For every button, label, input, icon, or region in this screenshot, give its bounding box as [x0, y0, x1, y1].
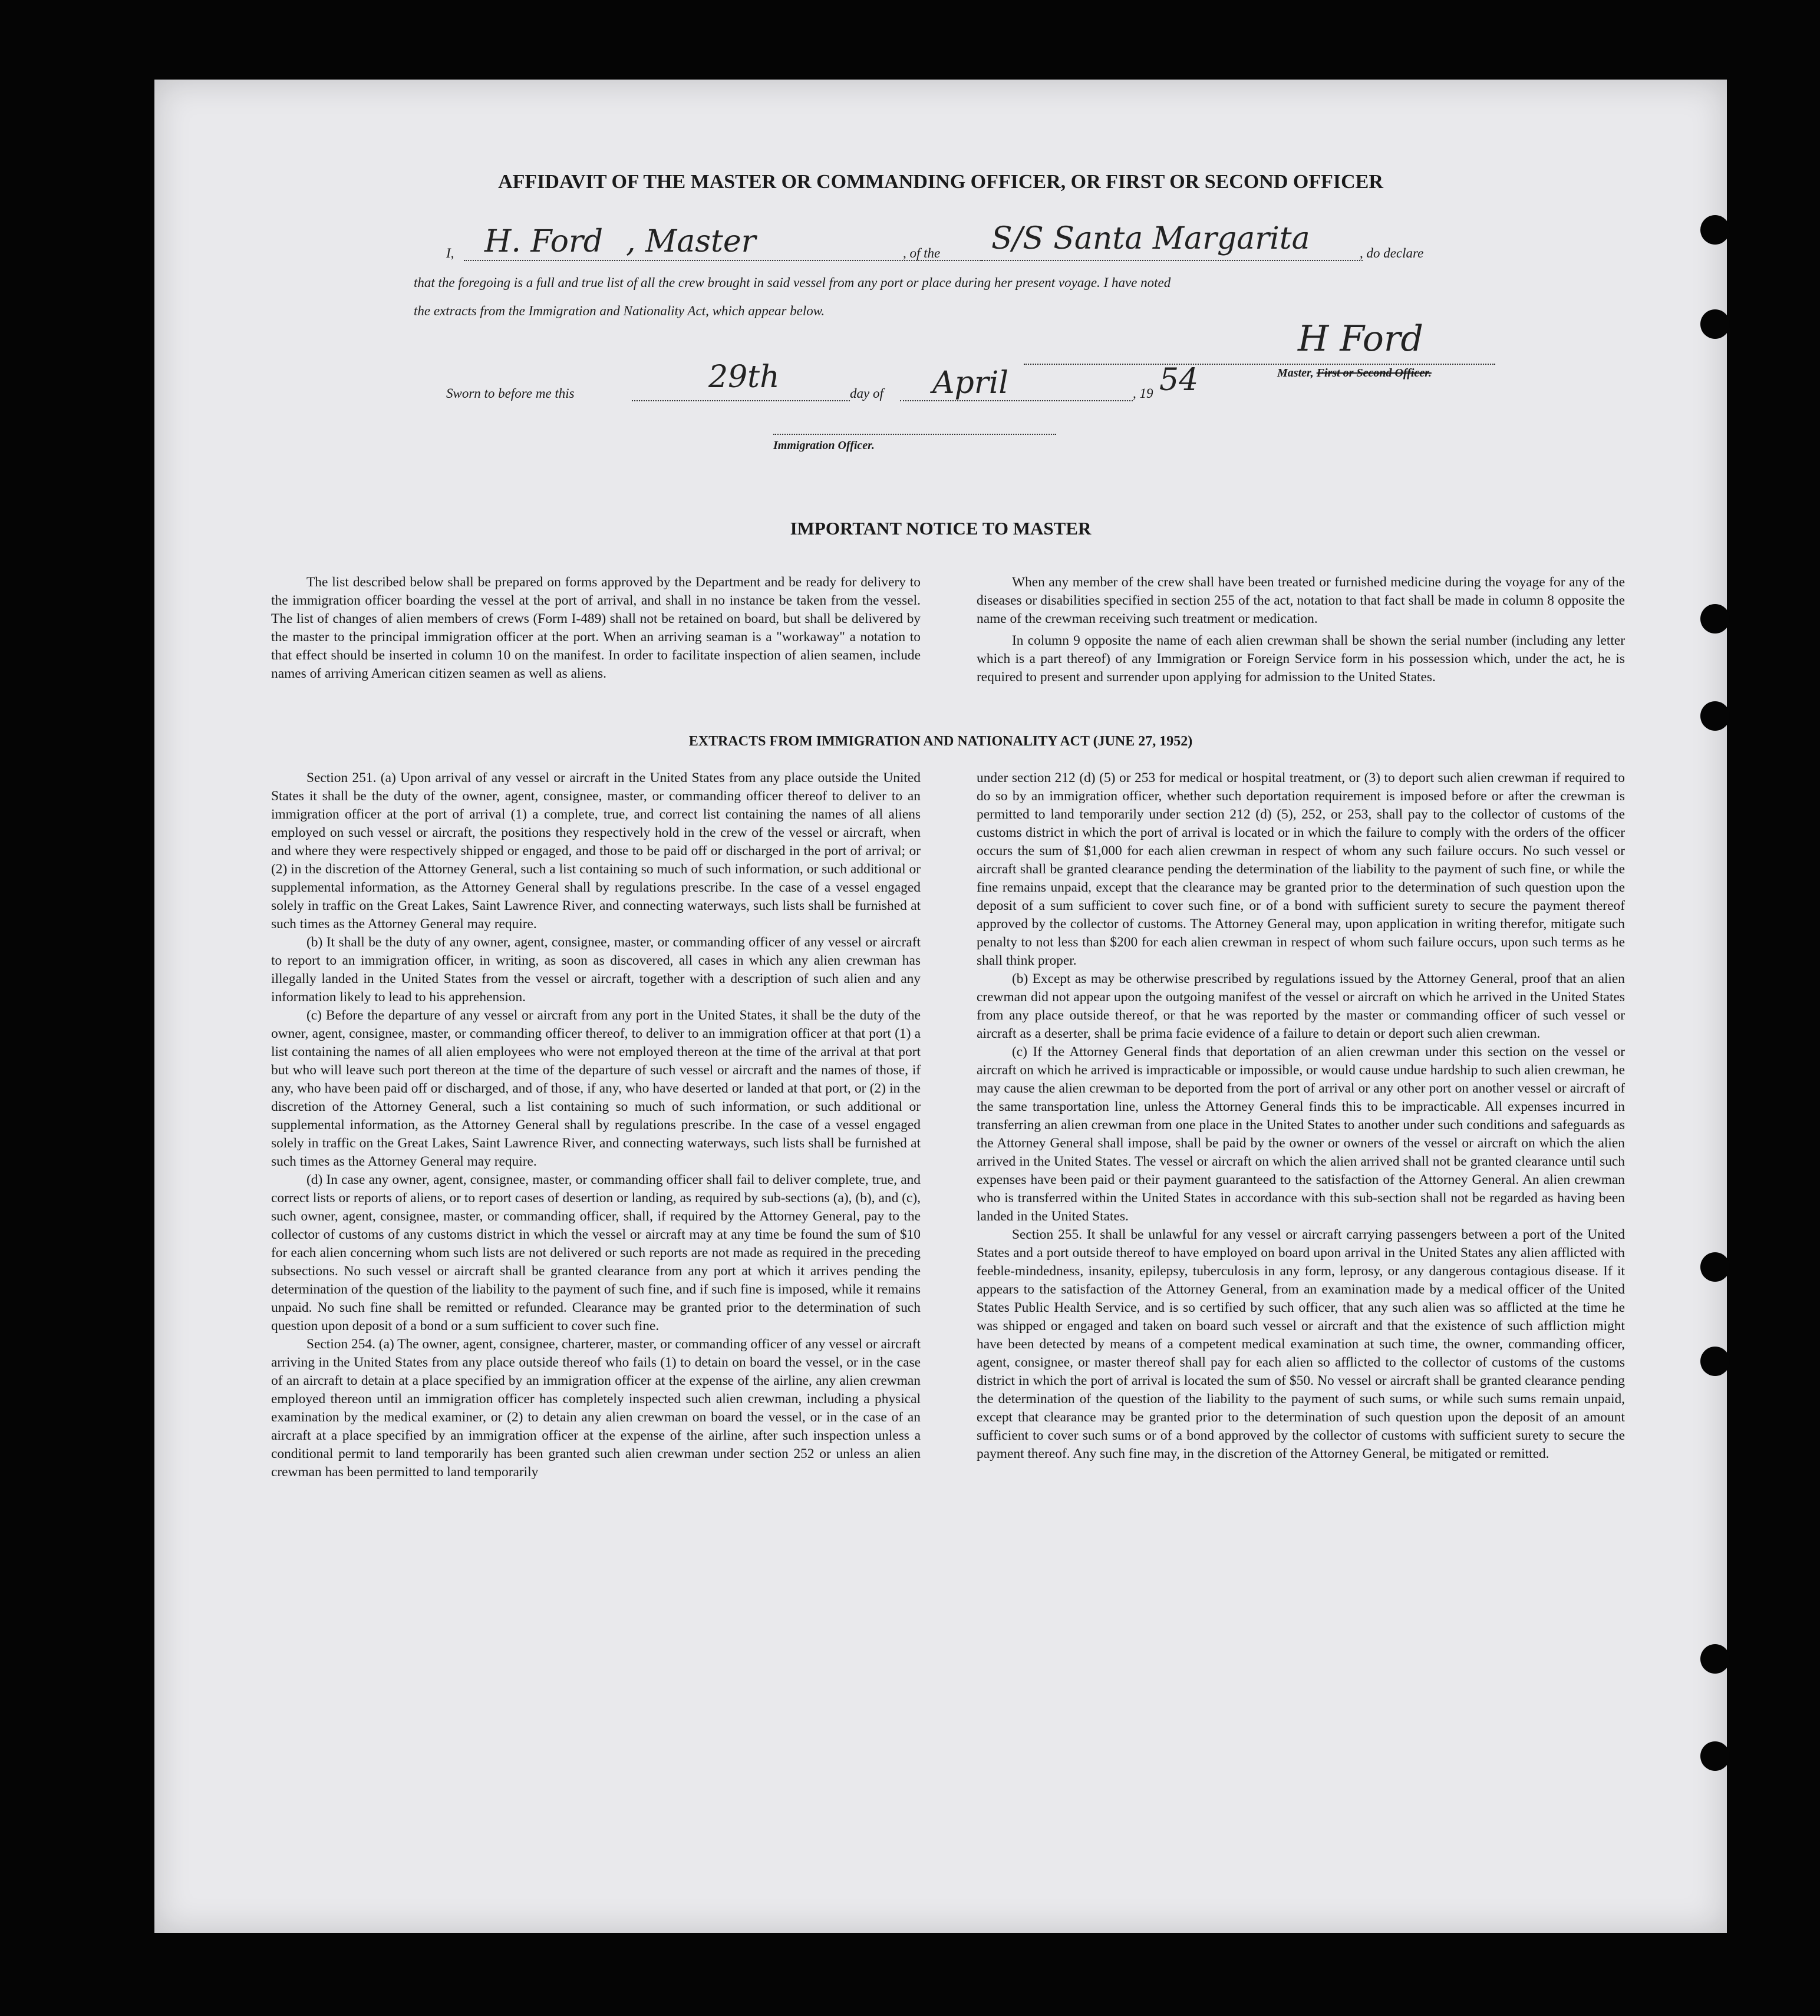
day-of-label: day of [850, 386, 883, 401]
vessel-name-handwritten: S/S Santa Margarita [991, 221, 1310, 256]
notice-left-column [271, 573, 921, 683]
signer-title-label [1277, 367, 1432, 380]
notice-right-paragraph-2: In column 9 opposite the name of each alien crewman shall be shown the serial number (including any letter which is a part thereof) of any Immigration or Foreign Service form in his possession which, under the act, he is required to present and surrender upon applying for admission to the United States. [977, 633, 1625, 685]
section-254-b: (b) Except as may be otherwise prescribed by regulations issued by the Attorney General, proof that an alien crewman did not appear upon the outgoing manifest of the vessel or aircraft on which he arrived in the United States from any place outside thereof, or that he was reported by the master or commanding officer of such vessel or aircraft as a deserter, shall be prima facie evidence of a failure to detain or deport such alien crewman. [977, 971, 1625, 1041]
affidavit-i-label: I, [446, 246, 454, 260]
year-prefix-label: , 19 [1133, 386, 1153, 401]
section-251-c: (c) Before the departure of any vessel or aircraft from any port in the United States, it shall be the duty of the owner, agent, consignee, master, or commanding officer thereof, to deliver to an immigration officer at that port (1) a list containing the names of all alien employees who were not employed thereon at the time of the arrival at that port but who will leave such port thereon at the time of the departure of such vessel or aircraft and the names of those, if any, who have been paid off or discharged, and of those, if any, who have deserted or landed at that port, or (2) in the discretion of the Attorney General, such a list containing so much of such information, or such additional or supplemental information, as the Attorney General shall by regulations prescribe. In the case of a vessel engaged solely in traffic on the Great Lakes, Saint Lawrence River, and connecting waterways, such lists shall be furnished at such times as the Attorney General may require. [271, 1008, 921, 1169]
vessel-field-line [956, 260, 1363, 261]
section-251-b: (b) It shall be the duty of any owner, agent, consignee, master, or commanding officer of any vessel or aircraft to report to an immigration officer, in writing, as soon as discovered, all cases in which any alien crewman has illegally landed in the United States from the vessel or aircraft, together with a description of such alien and any information likely to lead to his apprehension. [271, 935, 921, 1005]
affidavit-extracts-line: the extracts from the Immigration and Nationality Act, which appear below. [414, 303, 825, 318]
bleed-through-mark [1534, 380, 1543, 398]
document-page [154, 80, 1727, 1933]
of-the-label: , of the [903, 246, 941, 260]
do-declare-label: , do declare [1360, 246, 1424, 260]
day-handwritten: 29th [708, 359, 780, 395]
section-254-a: Section 254. (a) The owner, agent, consignee, charterer, master, or commanding officer of any vessel or aircraft arriving in the United States from any place outside thereof who fails (1) to detain on board the vessel, or in the case of an aircraft to detain at a place specified by an immigration officer at the expense of the airline, any alien crewman employed thereon until an immigration officer has completely inspected such alien crewman, including a physical examination by the medical examiner, or (2) to detain any alien crewman on board the vessel, or in the case of an aircraft at a place specified by an immigration officer at the expense of the airline, after such inspection unless a conditional permit to land temporarily has been granted such alien crewman under section 252 or unless an alien crewman has been permitted to land temporarily [271, 1337, 921, 1480]
master-signature: H Ford [1298, 318, 1423, 359]
binder-hole [1700, 1644, 1730, 1674]
master-rank-handwritten: , Master [626, 224, 756, 259]
section-254-a-continued: under section 212 (d) (5) or 253 for medical or hospital treatment, or (3) to deport such alien crewman if required to do so by an immigration officer, whether such deportation requirement is imposed before or after the crewman is permitted to land temporarily under section 212 (d) (5), 252, or 253, shall pay to the collector of customs of the customs district in which the port of arrival is located or in which the failure to comply with the orders of the officer occurs the sum of $1,000 for each alien crewman in respect of whom any such failure occurs. No such vessel or aircraft shall be granted clearance pending the determination of the liability to the payment of such fine, or while the fine remains unpaid, except that the clearance may be granted prior to the determination of such question upon the deposit of a sum sufficient to cover such fine, or of a bond with sufficient surety to secure the payment thereof approved by the collector of customs. The Attorney General may, upon application in writing therefor, mitigate such penalty to not less than $200 for each alien crewman in respect of whom such failure occurs, upon such terms as he shall think proper. [977, 770, 1625, 968]
notice-right-paragraph-1: When any member of the crew shall have been treated or furnished medicine during the voyage for any of the diseases or disabilities specified in section 255 of the act, notation to that fact shall be made in column 8 opposite the name of the crewman receiving such treatment or medication. [977, 575, 1625, 626]
notice-right-column [977, 573, 1625, 687]
extracts-title: EXTRACTS FROM IMMIGRATION AND NATIONALITY ACT (JUNE 27, 1952) [688, 734, 1193, 749]
master-name-handwritten: H. Ford [484, 224, 604, 259]
affidavit-title: AFFIDAVIT OF THE MASTER OR COMMANDING OFFICER, OR FIRST OR SECOND OFFICER [498, 171, 1383, 193]
binder-hole [1700, 309, 1730, 339]
immigration-officer-label: Immigration Officer. [773, 439, 875, 452]
signature-line [1024, 364, 1495, 365]
month-handwritten: April [932, 365, 1008, 401]
section-251-a: Section 251. (a) Upon arrival of any vessel or aircraft in the United States from any place outside the United States it shall be the duty of the owner, agent, consignee, master, or commanding officer thereof to deliver to an immigration officer at the port of arrival (1) a complete, true, and correct list containing the names of all aliens employed on such vessel or aircraft, the positions they respectively hold in the crew of the vessel or aircraft, when and where they were respectively shipped or engaged, and those to be paid off or discharged in the port of arrival; or (2) in the discretion of the Attorney General, such a list containing so much of such information, or such additional or supplemental information, as the Attorney General shall by regulations prescribe. In the case of a vessel engaged solely in traffic on the Great Lakes, Saint Lawrence River, and connecting waterways, such lists shall be furnished at such times as the Attorney General may require. [271, 770, 921, 932]
notice-left-paragraph: The list described below shall be prepared on forms approved by the Department and be ready for delivery to the immigration officer boarding the vessel at the port of arrival, and shall in no instance be taken from the vessel. The list of changes of alien members of crews (Form I-489) shall not be retained on board, but shall be delivered by the master to the principal immigration officer at the port. When an arriving seaman is a "workaway" a notation to that effect should be inserted in column 10 on the manifest. In order to facilitate inspection of alien seamen, include names of arriving American citizen seamen as well as aliens. [271, 575, 921, 681]
affidavit-statement-line: that the foregoing is a full and true list of all the crew brought in said vessel from any port or place during her present voyage. I have noted [414, 275, 1171, 290]
binder-hole [1700, 215, 1730, 245]
section-251-d: (d) In case any owner, agent, consignee, master, or commanding officer shall fail to deliver complete, true, and correct lists or reports of aliens, or to report cases of desertion or landing, as required by sub-sections (a), (b), and (c), such owner, agent, consignee, master, or commanding officer, shall, if required by the Attorney General, pay to the collector of customs of any customs district in which the vessel or aircraft may at any time be found the sum of $10 for each alien concerning whom such lists are not delivered or such reports are not made as required in the preceding subsections. No such vessel or aircraft shall be granted clearance from any port at which it arrives pending the determination of the question of the liability to the payment of such fine, and if such fine is imposed, while it remains unpaid. No such fine shall be remitted or refunded. Clearance may be granted prior to the determination of such question upon deposit of a bond or a sum sufficient to cover such fine. [271, 1172, 921, 1334]
extracts-left-column [271, 769, 921, 1482]
notice-title: IMPORTANT NOTICE TO MASTER [790, 518, 1092, 539]
sworn-label: Sworn to before me this [446, 386, 575, 401]
binder-hole [1700, 604, 1730, 633]
signer-title-struck: First or Second Officer. [1316, 367, 1432, 380]
binder-hole [1700, 1741, 1730, 1771]
day-field-line [632, 400, 850, 401]
extracts-right-column [977, 769, 1625, 1463]
section-255: Section 255. It shall be unlawful for any vessel or aircraft carrying passengers between a port of the United States and a port outside thereof to have employed on board upon arrival in the United States any alien afflicted with feeble-mindedness, insanity, epilepsy, tuberculosis in any form, leprosy, or any dangerous contagious disease. If it appears to the satisfaction of the Attorney General, from an examination made by a medical officer of the United States Public Health Service, and is so certified by such officer, that any such alien was so afflicted at the time he was shipped or engaged and taken on board such vessel or aircraft and that the existence of such affliction might have been detected by means of a competent medical examination at such time, the owner, commanding officer, agent, consignee, or master thereof shall pay for each alien so afflicted to the collector of customs of the customs district in which the port of arrival is located the sum of $50. No vessel or aircraft shall be granted clearance pending the determination of the question of the liability to the payment of such sums, or while such sums remain unpaid, except that clearance may be granted prior to the determination of such question upon the deposit of an amount sufficient to cover such sums or of a bond approved by the collector of customs with sufficient surety to secure the payment thereof. Any such fine may, in the discretion of the Attorney General, be mitigated or remitted. [977, 1227, 1625, 1461]
binder-hole [1700, 1347, 1730, 1376]
section-254-c: (c) If the Attorney General finds that deportation of an alien crewman under this section on the vessel or aircraft on which he arrived is impracticable or impossible, or would cause undue hardship to such alien crewman, he may cause the alien crewman to be deported from the port of arrival or any other port on another vessel or aircraft of the same transportation line, unless the Attorney General finds this to be impracticable. All expenses incurred in transferring an alien crewman from one place in the United States to another under such conditions and safeguards as the Attorney General shall impose, shall be paid by the owner or owners of the vessel or aircraft on which the alien arrived in the United States. The vessel or aircraft on which the alien arrived shall not be granted clearance until such expenses have been paid or their payment guaranteed to the satisfaction of the Attorney General. An alien crewman who is transferred within the United States in accordance with this sub-section shall not be regarded as having been landed in the United States. [977, 1044, 1625, 1224]
year-handwritten: 54 [1159, 362, 1199, 398]
immigration-officer-line [773, 434, 1056, 435]
binder-hole [1700, 701, 1730, 731]
signer-title-master: Master, [1277, 367, 1314, 380]
binder-hole [1700, 1252, 1730, 1282]
